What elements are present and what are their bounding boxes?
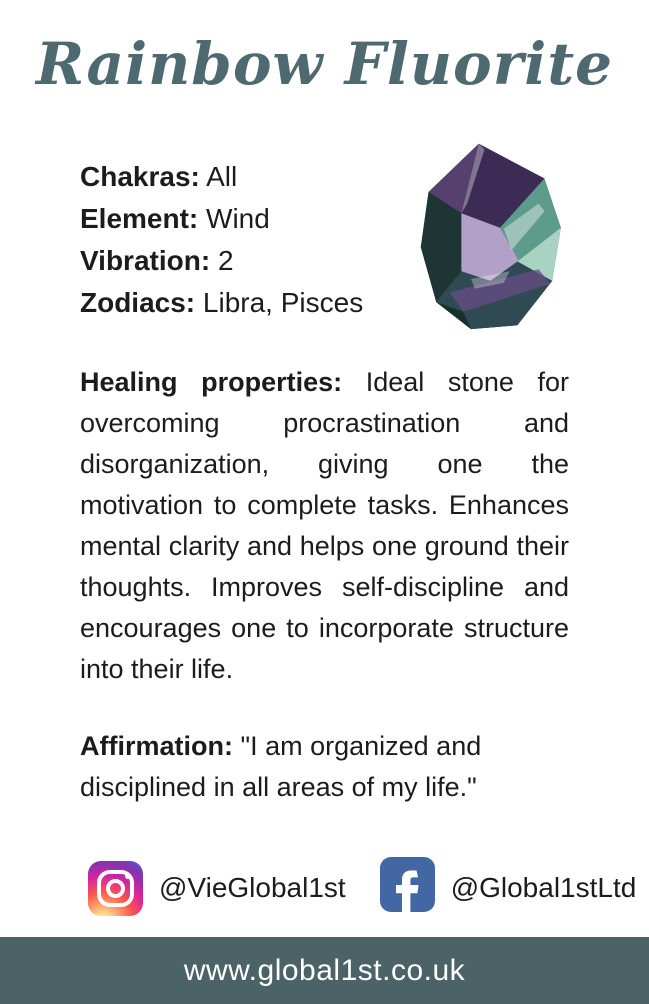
healing-properties-label: Healing properties: bbox=[80, 367, 343, 397]
affirmation-label: Affirmation: bbox=[80, 731, 233, 761]
crystal-photo bbox=[402, 136, 598, 334]
attribute-label: Zodiacs: bbox=[80, 287, 196, 318]
attribute-label: Chakras: bbox=[80, 161, 200, 192]
healing-properties-text: Ideal stone for overcoming procrastination and disorganization, giving one the motivation to complete tasks. Enhances mental clarity and helps one ground their thoughts. Improves self-discipline and encourages one to incorporate structure into their life. bbox=[80, 367, 569, 684]
attribute-value: All bbox=[206, 161, 238, 192]
attribute-label: Vibration: bbox=[80, 245, 211, 276]
facebook-handle[interactable]: @Global1stLtd bbox=[450, 872, 637, 903]
facebook-icon-wrap bbox=[380, 857, 435, 919]
attribute-list bbox=[80, 156, 363, 324]
attribute-value: Wind bbox=[206, 203, 270, 234]
facebook-icon[interactable] bbox=[380, 857, 435, 912]
attribute-row-chakras bbox=[80, 156, 363, 198]
footer-bar bbox=[0, 937, 649, 1004]
website-url[interactable]: www.global1st.co.uk bbox=[183, 953, 466, 987]
instagram-camera-lens bbox=[106, 879, 125, 898]
affirmation-paragraph bbox=[80, 726, 572, 808]
instagram-handle[interactable]: @VieGlobal1st bbox=[159, 872, 346, 903]
attribute-value: 2 bbox=[217, 245, 234, 276]
attribute-label: Element: bbox=[80, 203, 199, 234]
facebook-f-glyph bbox=[380, 857, 435, 912]
rainbow-fluorite-crystal bbox=[402, 136, 598, 334]
attribute-value: Libra, Pisces bbox=[202, 287, 364, 318]
attribute-row-element bbox=[80, 198, 363, 240]
affirmation-text: "I am organized and disciplined in all areas of my life." bbox=[80, 731, 482, 802]
instagram-icon[interactable] bbox=[88, 861, 143, 916]
attribute-row-zodiacs bbox=[80, 282, 363, 324]
healing-properties-paragraph bbox=[80, 362, 569, 690]
attribute-row-vibration bbox=[80, 240, 363, 282]
instagram-camera-flash-dot bbox=[125, 873, 131, 879]
social-row bbox=[88, 857, 637, 919]
page-title: Rainbow Fluorite bbox=[35, 30, 614, 98]
